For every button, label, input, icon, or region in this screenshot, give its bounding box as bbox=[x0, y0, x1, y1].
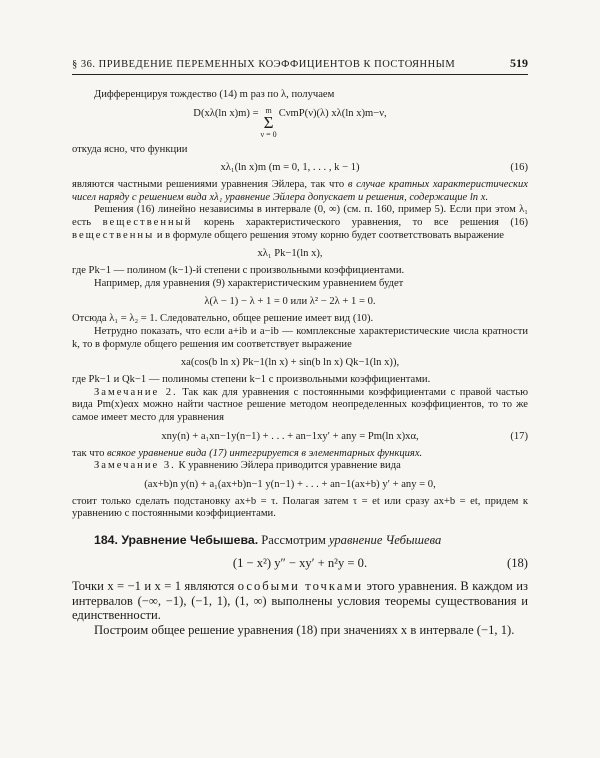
paragraph: где Pk−1 — полином (k−1)-й степени с произвольными коэффициентами. bbox=[72, 265, 405, 277]
equation-characteristic: λ(λ − 1) − λ + 1 = 0 или λ² − 2λ + 1 = 0. bbox=[204, 296, 376, 308]
paragraph: Отсюда λ₁ = λ₂ = 1. Следовательно, общее решение имеет вид (10). bbox=[72, 313, 374, 325]
equation-derivative: D(xλ(ln x)m) = m Σ ν = 0 CνmP(ν)(λ) xλ(ln x)m−ν, bbox=[193, 105, 387, 139]
page-number: 519 bbox=[510, 56, 528, 70]
paragraph: так что всякое уравнение вида (17) интегрируется в элементарных функциях. bbox=[72, 447, 423, 459]
paragraph: стоит только сделать подстановку ax+b = τ. Полагая затем τ = et или сразу ax+b = et, придем к уравнению с постоянными коэффициентами. bbox=[72, 495, 528, 520]
remark-2: Замечание 2. Так как для уравнения с постоянными коэффициентами с правой частью вида Pm(x)eαx можно найти частное решение методом неопределенных коэффициентов, то то же самое имеет место для уравнения bbox=[72, 386, 528, 423]
equation-16: xλ₁(ln x)m (m = 0, 1, . . . , k − 1) (16) bbox=[220, 162, 528, 174]
running-title: § 36. ПРИВЕДЕНИЕ ПЕРЕМЕННЫХ КОЭФФИЦИЕНТОВ К ПОСТОЯННЫМ bbox=[72, 59, 456, 70]
sum-sign: m Σ ν = 0 bbox=[260, 105, 277, 139]
paragraph: Например, для уравнения (9) характеристическим уравнением будет bbox=[94, 277, 404, 289]
equation-number: (18) bbox=[507, 555, 528, 570]
paragraph: где Pk−1 и Qk−1 — полиномы степени k−1 с произвольными коэффициентами. bbox=[72, 374, 431, 386]
running-header bbox=[72, 56, 528, 75]
paragraph: являются частными решениями уравнения Эйлера, так что в случае кратных характеристических чисел наряду с решением вида xλ₁ уравнение Эйлера допускает и решения, содержащие ln x. bbox=[72, 179, 528, 203]
equation-complex: xa(cos(b ln x) Pk−1(ln x) + sin(b ln x) Qk−1(ln x)), bbox=[180, 357, 400, 369]
equation-17: xny(n) + a₁xn−1y(n−1) + . . . + an−1xy′ + any = Pm(ln x)xα, (17) bbox=[161, 430, 528, 442]
page bbox=[72, 56, 528, 638]
section-heading: 184. Уравнение Чебышева. Рассмотрим уравнение Чебышева bbox=[94, 532, 442, 547]
equation-number: (16) bbox=[510, 162, 528, 174]
equation-ax-b: (ax+b)n y(n) + a₁(ax+b)n−1 y(n−1) + . . . + an−1(ax+b) y′ + any = 0, bbox=[144, 478, 436, 490]
paragraph: Решения (16) линейно независимы в интервале (0, ∞) (см. п. 160, пример 5). Если при этом λ₁ есть вещественный корень характеристического уравнения, то все решения (16) вещественны и в формуле общего решения этому корню будет соответствовать выражение bbox=[72, 204, 528, 241]
paragraph: Построим общее решение уравнения (18) при значениях x в интервале (−1, 1). bbox=[94, 623, 515, 638]
equation-18: (1 − x²) y″ − xy′ + n²y = 0. (18) bbox=[232, 555, 528, 570]
paragraph: Точки x = −1 и x = 1 являются особыми точками этого уравнения. В каждом из интервалов (−∞, −1), (−1, 1), (1, ∞) выполнены условия теоремы существования и единственности. bbox=[72, 578, 529, 623]
paragraph: откуда ясно, что функции bbox=[72, 143, 188, 155]
remark-3: Замечание 3. К уравнению Эйлера приводится уравнение вида bbox=[94, 460, 401, 472]
paragraph: Дифференцируя тождество (14) m раз по λ, получаем bbox=[94, 89, 335, 100]
paragraph: Нетрудно показать, что если a+ib и a−ib — комплексные характеристические числа кратности k, то в формуле общего решения им соответствует выражение bbox=[72, 325, 528, 350]
equation-number: (17) bbox=[510, 430, 528, 442]
equation-expression: xλ₁ Pk−1(ln x), bbox=[257, 248, 323, 260]
